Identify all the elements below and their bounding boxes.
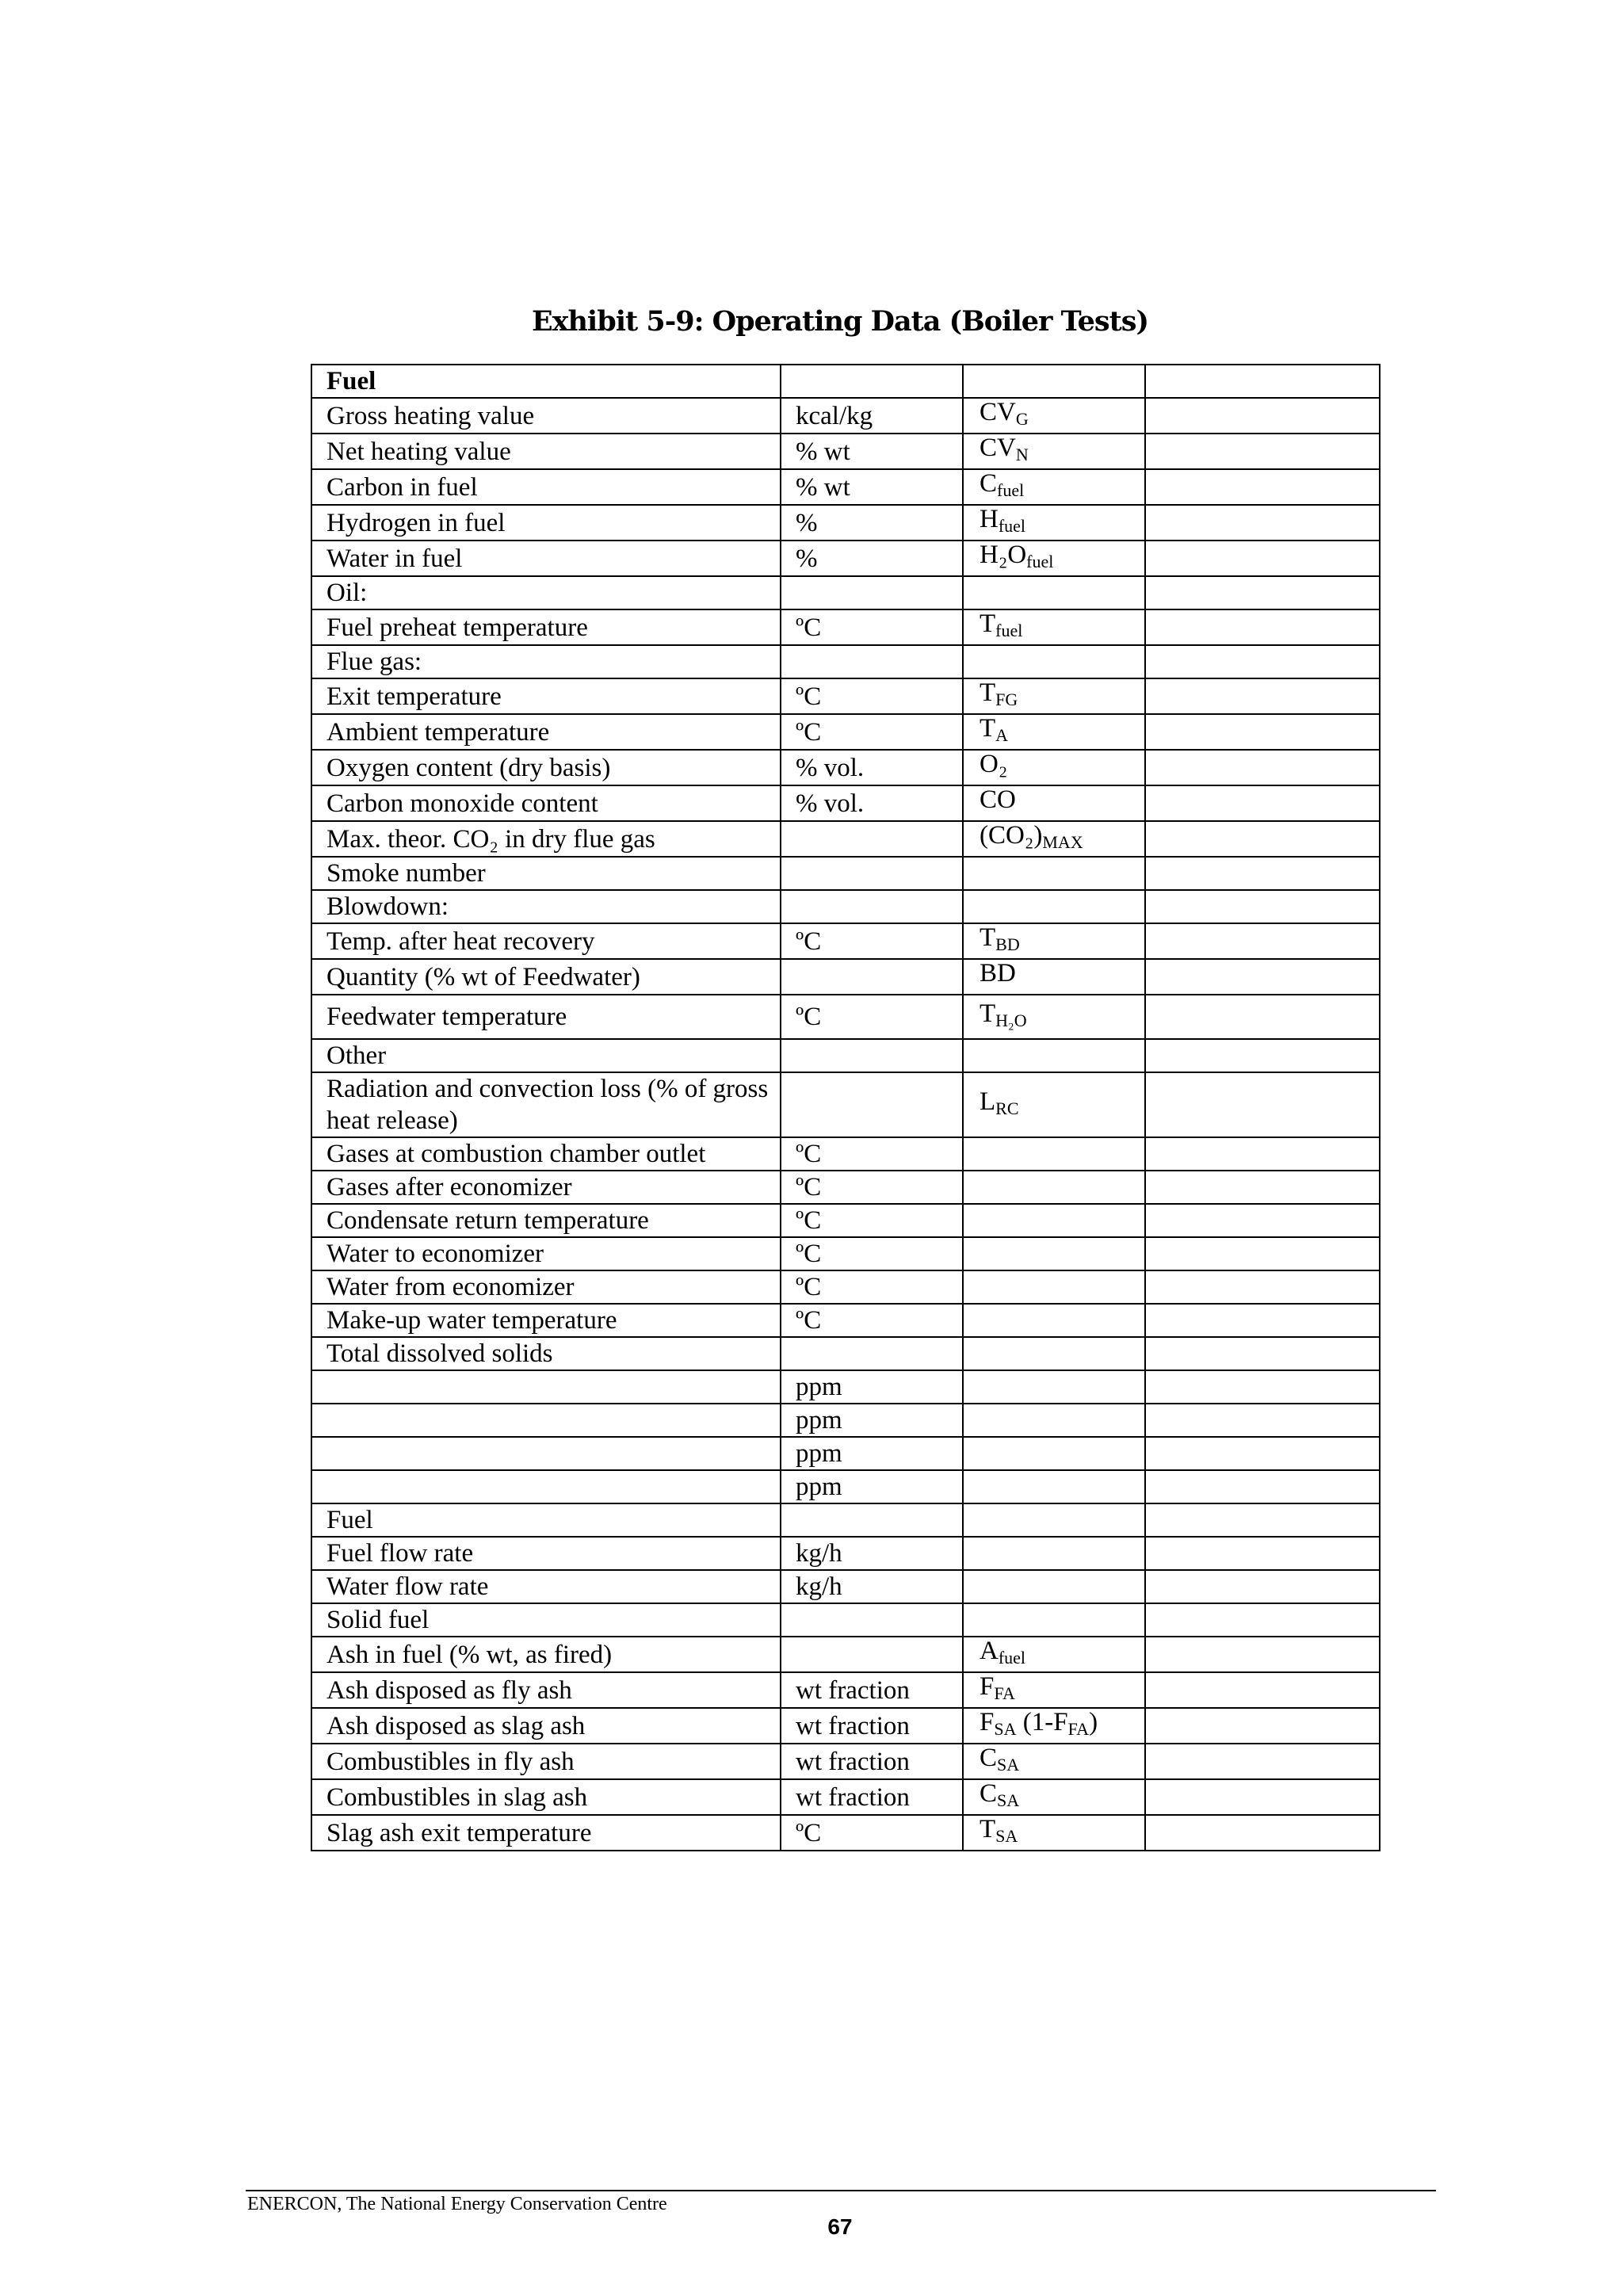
unit-cell: ºC [781,1815,963,1851]
exhibit-title: Exhibit 5-9: Operating Data (Boiler Tests) [531,305,1149,338]
value-cell [1145,857,1380,890]
symbol-cell [963,1137,1145,1171]
symbol-cell [963,1270,1145,1304]
value-cell [1145,1603,1380,1637]
symbol-subscript: H₂O [995,1010,1027,1030]
unit-cell [781,890,963,923]
table-row [311,1603,1380,1637]
symbol-base: (CO₂) [980,821,1043,850]
symbol-base: T [980,923,996,952]
symbol-cell [963,1537,1145,1570]
table-row [311,1337,1380,1370]
value-cell [1145,1470,1380,1503]
unit-cell [781,576,963,609]
value-cell [1145,1744,1380,1779]
table-row [311,1637,1380,1672]
value-cell [1145,1204,1380,1237]
table-row [311,1708,1380,1744]
unit-cell [781,1503,963,1537]
table-row [311,923,1380,959]
parameter-cell: Oil: [311,576,781,609]
value-cell [1145,541,1380,576]
table-row [311,469,1380,505]
symbol-cell [963,923,1145,959]
unit-cell: ºC [781,1304,963,1337]
value-cell [1145,995,1380,1039]
unit-cell: ºC [781,923,963,959]
value-cell [1145,576,1380,609]
parameter-cell: Make-up water temperature [311,1304,781,1337]
footer-rule [246,2190,1436,2191]
table-row [311,645,1380,678]
parameter-cell: Ash disposed as fly ash [311,1672,781,1708]
table-row [311,1304,1380,1337]
unit-cell: ppm [781,1370,963,1404]
symbol-cell [963,1672,1145,1708]
symbol-cell [963,1637,1145,1672]
parameter-cell: Flue gas: [311,645,781,678]
unit-cell [781,1337,963,1370]
symbol-base: C [980,469,998,498]
value-cell [1145,678,1380,714]
value-cell [1145,434,1380,469]
value-cell [1145,714,1380,750]
parameter-cell: Temp. after heat recovery [311,923,781,959]
parameter-cell: Exit temperature [311,678,781,714]
symbol-subscript: fuel [998,1648,1026,1668]
value-cell [1145,469,1380,505]
value-cell [1145,505,1380,541]
table-row [311,1137,1380,1171]
table-row [311,398,1380,434]
table-row [311,1370,1380,1404]
unit-cell [781,645,963,678]
value-cell [1145,785,1380,821]
parameter-cell: Gross heating value [311,398,781,434]
unit-cell: kg/h [781,1537,963,1570]
table-row [311,1570,1380,1603]
table-row [311,678,1380,714]
parameter-cell: Smoke number [311,857,781,890]
unit-cell: ºC [781,714,963,750]
value-cell [1145,398,1380,434]
symbol-cell [963,821,1145,857]
table-row [311,750,1380,785]
symbol-subscript: MAX [1042,832,1083,852]
symbol-cell [963,541,1145,576]
symbol-cell [963,995,1145,1039]
unit-cell [781,365,963,398]
parameter-cell: Radiation and convection loss (% of gross heat release) [311,1072,781,1137]
table-row [311,609,1380,645]
symbol-cell [963,1072,1145,1137]
parameter-cell: Total dissolved solids [311,1337,781,1370]
symbol-cell [963,959,1145,995]
value-cell [1145,1404,1380,1437]
symbol-base: C [980,1779,998,1808]
symbol-base: A [980,1637,999,1665]
symbol-cell [963,1237,1145,1270]
value-cell [1145,1815,1380,1851]
symbol-base: C [980,1744,998,1772]
symbol-subscript: FA [994,1683,1015,1703]
operating-data-table [311,364,1381,1851]
value-cell [1145,1039,1380,1072]
value-cell [1145,1304,1380,1337]
parameter-cell: Combustibles in fly ash [311,1744,781,1779]
symbol-subscript: fuel [995,621,1023,640]
table-row [311,576,1380,609]
symbol-subscript: fuel [997,480,1025,500]
symbol-subscript: SA [997,1790,1020,1810]
parameter-cell: Fuel [311,365,781,398]
symbol-base: L [980,1087,996,1116]
unit-cell: ºC [781,1237,963,1270]
symbol-cell [963,1171,1145,1204]
table-row [311,1171,1380,1204]
unit-cell [781,1603,963,1637]
table-row [311,505,1380,541]
table-row [311,1779,1380,1815]
unit-cell: ºC [781,1270,963,1304]
symbol-subscript-2: FA [1067,1719,1090,1739]
unit-cell: wt fraction [781,1672,963,1708]
symbol-cell [963,1744,1145,1779]
parameter-cell: Blowdown: [311,890,781,923]
symbol-cell [963,505,1145,541]
unit-cell [781,1039,963,1072]
symbol-base: T [980,714,996,743]
parameter-cell: Ash in fuel (% wt, as fired) [311,1637,781,1672]
symbol-base: H₂O [980,541,1027,569]
parameter-cell: Water in fuel [311,541,781,576]
symbol-subscript: SA [994,1719,1017,1739]
parameter-cell: Net heating value [311,434,781,469]
value-cell [1145,1503,1380,1537]
symbol-base: T [980,609,996,638]
parameter-cell: Solid fuel [311,1603,781,1637]
value-cell [1145,1708,1380,1744]
symbol-cell [963,1503,1145,1537]
parameter-cell [311,1470,781,1503]
parameter-cell: Slag ash exit temperature [311,1815,781,1851]
value-cell [1145,923,1380,959]
symbol-subscript: G [1015,409,1029,429]
symbol-cell [963,365,1145,398]
symbol-base: BD [980,959,1016,988]
table-row [311,1503,1380,1537]
table-row [311,714,1380,750]
value-cell [1145,1337,1380,1370]
parameter-cell [311,1370,781,1404]
unit-cell: kg/h [781,1570,963,1603]
value-cell [1145,959,1380,995]
parameter-cell: Gases at combustion chamber outlet [311,1137,781,1171]
symbol-cell [963,469,1145,505]
symbol-subscript: fuel [998,516,1026,536]
unit-cell [781,821,963,857]
unit-cell: ppm [781,1437,963,1470]
symbol-subscript: N [1015,445,1029,464]
symbol-cell [963,398,1145,434]
symbol-subscript: BD [995,934,1020,954]
unit-cell: wt fraction [781,1779,963,1815]
symbol-base: F [980,1708,995,1736]
parameter-cell: Ambient temperature [311,714,781,750]
symbol-cell [963,678,1145,714]
symbol-base: CO [980,785,1016,814]
value-cell [1145,1072,1380,1137]
unit-cell: ºC [781,1137,963,1171]
unit-cell: ºC [781,995,963,1039]
parameter-cell: Quantity (% wt of Feedwater) [311,959,781,995]
parameter-cell: Water to economizer [311,1237,781,1270]
table-row [311,959,1380,995]
symbol-base: T [980,1815,996,1843]
symbol-cell [963,1404,1145,1437]
value-cell [1145,645,1380,678]
symbol-suffix: (1-F [1016,1708,1068,1736]
table-row [311,890,1380,923]
unit-cell: ppm [781,1470,963,1503]
table-row [311,1204,1380,1237]
symbol-cell [963,1039,1145,1072]
symbol-cell [963,1437,1145,1470]
value-cell [1145,1570,1380,1603]
table-row [311,365,1380,398]
value-cell [1145,890,1380,923]
symbol-subscript: fuel [1026,552,1054,571]
symbol-cell [963,645,1145,678]
value-cell [1145,1672,1380,1708]
table-row [311,1237,1380,1270]
unit-cell [781,1072,963,1137]
parameter-cell [311,1437,781,1470]
parameter-cell: Other [311,1039,781,1072]
symbol-subscript: A [995,725,1009,745]
symbol-cell [963,1370,1145,1404]
footer-organization: ENERCON, The National Energy Conservation Centre [247,2194,667,2214]
parameter-cell: Combustibles in slag ash [311,1779,781,1815]
parameter-cell: Carbon monoxide content [311,785,781,821]
value-cell [1145,1270,1380,1304]
unit-cell: ºC [781,1204,963,1237]
table-row [311,1404,1380,1437]
parameter-cell: Oxygen content (dry basis) [311,750,781,785]
parameter-cell: Fuel preheat temperature [311,609,781,645]
symbol-base: F [980,1672,995,1701]
symbol-base: CV [980,434,1016,462]
unit-cell: % vol. [781,785,963,821]
symbol-cell [963,714,1145,750]
unit-cell: kcal/kg [781,398,963,434]
table-row [311,1470,1380,1503]
parameter-cell: Max. theor. CO₂ in dry flue gas [311,821,781,857]
table-row [311,1039,1380,1072]
table-row [311,1744,1380,1779]
symbol-cell [963,1470,1145,1503]
value-cell [1145,365,1380,398]
unit-cell: ºC [781,678,963,714]
value-cell [1145,1637,1380,1672]
parameter-cell: Water flow rate [311,1570,781,1603]
symbol-cell [963,609,1145,645]
page-number: 67 [827,2214,853,2239]
symbol-base: H [980,505,999,533]
table-row [311,1072,1380,1137]
table-row [311,1537,1380,1570]
parameter-cell: Hydrogen in fuel [311,505,781,541]
parameter-cell: Water from economizer [311,1270,781,1304]
parameter-cell: Fuel [311,1503,781,1537]
value-cell [1145,1370,1380,1404]
unit-cell: wt fraction [781,1708,963,1744]
unit-cell: ppm [781,1404,963,1437]
symbol-cell [963,890,1145,923]
unit-cell: % [781,505,963,541]
table-row [311,821,1380,857]
unit-cell [781,959,963,995]
table-row [311,1437,1380,1470]
table-row [311,434,1380,469]
unit-cell: % [781,541,963,576]
operating-data-table-body [311,365,1380,1851]
table-row [311,1270,1380,1304]
symbol-cell [963,1570,1145,1603]
unit-cell: ºC [781,1171,963,1204]
symbol-cell [963,576,1145,609]
table-row [311,995,1380,1039]
table-row [311,857,1380,890]
symbol-cell [963,1708,1145,1744]
parameter-cell: Condensate return temperature [311,1204,781,1237]
value-cell [1145,1779,1380,1815]
symbol-cell [963,1603,1145,1637]
parameter-cell: Ash disposed as slag ash [311,1708,781,1744]
parameter-cell: Carbon in fuel [311,469,781,505]
value-cell [1145,750,1380,785]
symbol-cell [963,1204,1145,1237]
symbol-cell [963,785,1145,821]
parameter-cell: Feedwater temperature [311,995,781,1039]
value-cell [1145,1537,1380,1570]
value-cell [1145,1237,1380,1270]
symbol-cell [963,857,1145,890]
unit-cell: % wt [781,434,963,469]
unit-cell [781,1637,963,1672]
parameter-cell [311,1404,781,1437]
table-row [311,785,1380,821]
symbol-subscript: SA [995,1826,1018,1846]
table-row [311,541,1380,576]
symbol-subscript: FG [995,690,1018,709]
unit-cell [781,857,963,890]
value-cell [1145,1437,1380,1470]
unit-cell: % wt [781,469,963,505]
value-cell [1145,609,1380,645]
symbol-cell [963,1304,1145,1337]
unit-cell: % vol. [781,750,963,785]
value-cell [1145,821,1380,857]
unit-cell: wt fraction [781,1744,963,1779]
table-row [311,1672,1380,1708]
symbol-cell [963,1779,1145,1815]
symbol-base: CV [980,398,1016,426]
parameter-cell: Fuel flow rate [311,1537,781,1570]
symbol-cell [963,434,1145,469]
symbol-base: T [980,999,996,1028]
symbol-subscript: RC [995,1098,1019,1118]
symbol-cell [963,750,1145,785]
value-cell [1145,1137,1380,1171]
symbol-cell [963,1815,1145,1851]
unit-cell: ºC [781,609,963,645]
symbol-cell [963,1337,1145,1370]
symbol-suffix-2: ) [1089,1708,1098,1736]
table-row [311,1815,1380,1851]
parameter-cell: Gases after economizer [311,1171,781,1204]
symbol-base: O₂ [980,750,1008,778]
symbol-base: T [980,678,996,707]
symbol-subscript: SA [997,1755,1020,1775]
value-cell [1145,1171,1380,1204]
